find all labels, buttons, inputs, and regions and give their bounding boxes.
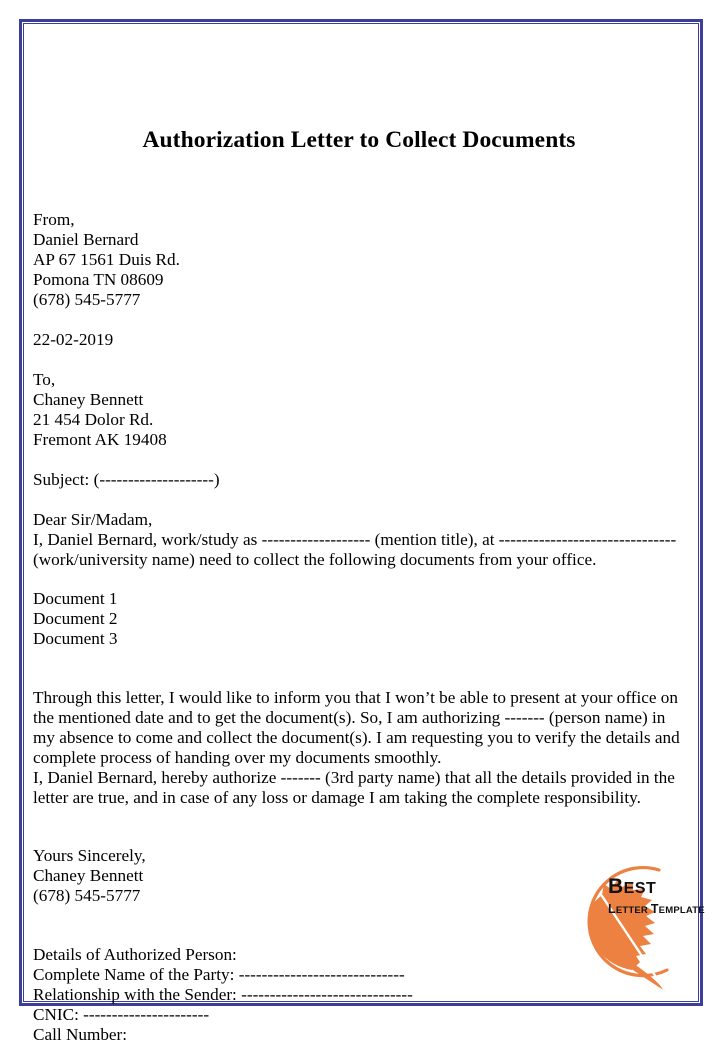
subject-block xyxy=(33,470,685,490)
logo-tagline-cap-1: L xyxy=(608,902,616,916)
logo-wordmark xyxy=(608,875,705,918)
list-item: Document 1 xyxy=(33,589,118,609)
closing-phone: (678) 545-5777 xyxy=(33,886,141,906)
logo-tagline xyxy=(608,902,705,918)
logo-brand-name xyxy=(608,876,696,899)
recipient-name: Chaney Bennett xyxy=(33,390,144,410)
logo-brand-rest: EST xyxy=(623,880,657,897)
details-heading: Details of Authorized Person: xyxy=(33,945,237,965)
body-block xyxy=(33,688,685,808)
sender-phone: (678) 545-5777 xyxy=(33,290,141,310)
sender-city-state-zip: Pomona TN 08609 xyxy=(33,270,164,290)
list-item: Document 3 xyxy=(33,629,118,649)
letter-date-block xyxy=(33,330,685,350)
brand-logo xyxy=(566,858,705,992)
details-call-number: Call Number: xyxy=(33,1025,128,1045)
logo-tagline-rest-1: ETTER xyxy=(615,905,651,916)
sender-name: Daniel Bernard xyxy=(33,230,139,250)
logo-brand-cap: B xyxy=(608,875,624,898)
recipient-street: 21 454 Dolor Rd. xyxy=(33,410,154,430)
list-item: Document 2 xyxy=(33,609,118,629)
salutation-block xyxy=(33,510,685,570)
logo-tagline-cap-2: T xyxy=(650,902,659,916)
details-cnic: CNIC: ---------------------- xyxy=(33,1005,210,1025)
intro-line-2: (work/university name) need to collect the following documents from your office. xyxy=(33,550,597,570)
letter-date: 22-02-2019 xyxy=(33,330,114,350)
subject-line: Subject: (--------------------) xyxy=(33,470,220,490)
closing-name: Chaney Bennett xyxy=(33,866,144,886)
salutation: Dear Sir/Madam, xyxy=(33,510,153,530)
sender-from-label: From, xyxy=(33,210,75,230)
body-paragraph-1: Through this letter, I would like to inform you that I won’t be able to present at your office on the mentioned date and to get the document(s). So, I am authorizing ------- (person name) in my absence to come and collect the document(s). I am requesting you to verify the details and complete process of handing over my documents smoothly. xyxy=(33,688,680,768)
page-title: Authorization Letter to Collect Documents xyxy=(142,127,576,153)
sender-address-block xyxy=(33,210,685,310)
closing-valediction: Yours Sincerely, xyxy=(33,846,146,866)
recipient-to-label: To, xyxy=(33,370,56,390)
sender-street: AP 67 1561 Duis Rd. xyxy=(33,250,180,270)
body-paragraph-2: I, Daniel Bernard, hereby authorize ------- (3rd party name) that all the details provided in the letter are true, and in case of any loss or damage I am taking the complete responsibility. xyxy=(33,768,675,808)
logo-tagline-rest-2: EMPLATE xyxy=(658,905,705,916)
document-list xyxy=(33,589,685,649)
details-complete-name: Complete Name of the Party: ----------------------------- xyxy=(33,965,405,985)
recipient-city-state-zip: Fremont AK 19408 xyxy=(33,430,167,450)
details-relationship: Relationship with the Sender: ------------------------------ xyxy=(33,985,413,1005)
recipient-address-block xyxy=(33,370,685,450)
intro-line-1: I, Daniel Bernard, work/study as ------------------- (mention title), at ------------------------------- xyxy=(33,530,677,550)
